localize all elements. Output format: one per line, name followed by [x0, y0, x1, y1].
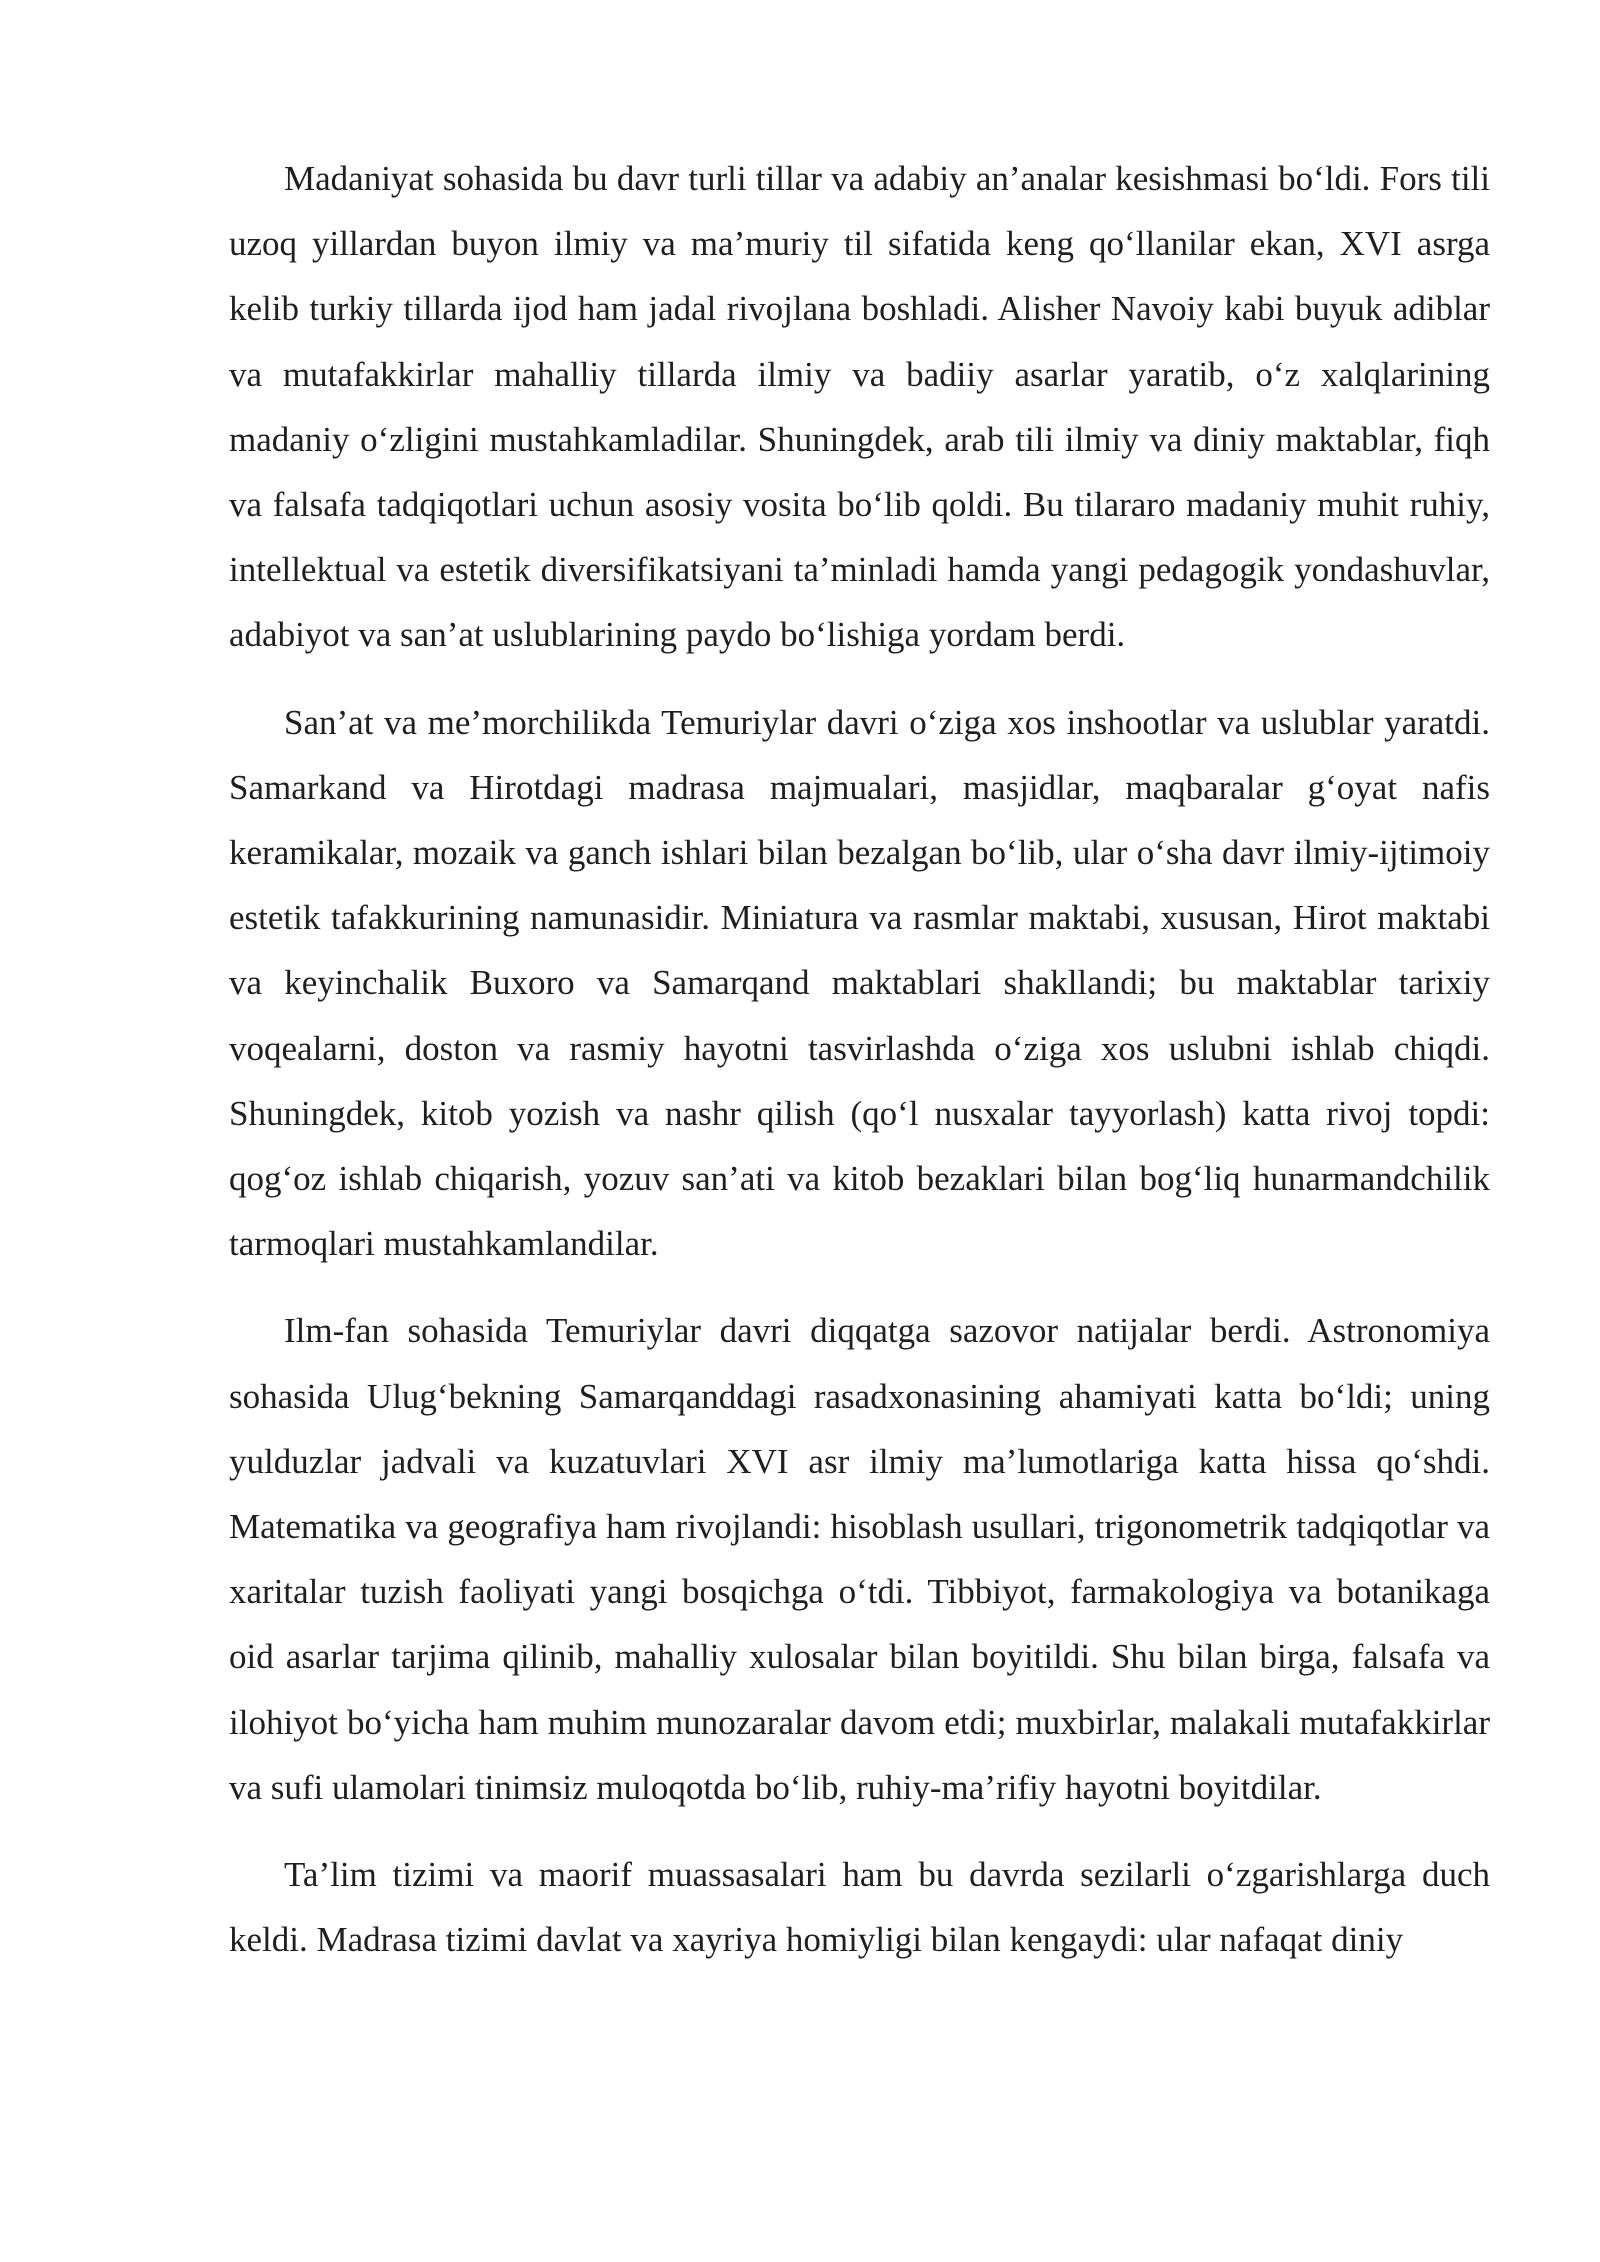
paragraph-science: Ilm-fan sohasida Temuriylar davri diqqatga sazovor natijalar berdi. Astronomiya sohasida Ulug‘bekning Samarqanddagi rasadxonasining ahamiyati katta bo‘ldi; uning yulduzlar jadvali va kuzatuvlari XVI asr ilmiy ma’lumotlariga katta hissa qo‘shdi. Matematika va geografiya ham rivojlandi: hisoblash usullari, trigonometrik tadqiqotlar va xaritalar tuzish faoliyati yangi bosqichga o‘tdi. Tibbiyot, farmakologiya va botanikaga oid asarlar tarjima qilinib, mahalliy xulosalar bilan boyitildi. Shu bilan birga, falsafa va ilohiyot bo‘yicha ham muhim munozaralar davom etdi; muxbirlar, malakali mutafakkirlar va sufi ulamolari tinimsiz muloqotda bo‘lib, ruhiy-ma’rifiy hayotni boyitdilar.	[229, 1311, 1490, 1807]
document-body	[229, 146, 1490, 1994]
paragraph-art-architecture: San’at va me’morchilikda Temuriylar davri o‘ziga xos inshootlar va uslublar yaratdi. Samarkand va Hirotdagi madrasa majmualari, masjidlar, maqbaralar g‘oyat nafis keramikalar, mozaik va ganch ishlari bilan bezalgan bo‘lib, ular o‘sha davr ilmiy-ijtimoiy estetik tafakkurining namunasidir. Miniatura va rasmlar maktabi, xususan, Hirot maktabi va keyinchalik Buxoro va Samarqand maktablari shakllandi; bu maktablar tarixiy voqealarni, doston va rasmiy hayotni tasvirlashda o‘ziga xos uslubni ishlab chiqdi. Shuningdek, kitob yozish va nashr qilish (qo‘l nusxalar tayyorlash) katta rivoj topdi: qog‘oz ishlab chiqarish, yozuv san’ati va kitob bezaklari bilan bog‘liq hunarmandchilik tarmoqlari mustahkamlandilar.	[229, 702, 1490, 1264]
paragraph-culture-languages: Madaniyat sohasida bu davr turli tillar va adabiy an’analar kesishmasi bo‘ldi. Fors tili uzoq yillardan buyon ilmiy va ma’muriy til sifatida keng qo‘llanilar ekan, XVI asrga kelib turkiy tillarda ijod ham jadal rivojlana boshladi. Alisher Navoiy kabi buyuk adiblar va mutafakkirlar mahalliy tillarda ilmiy va badiiy asarlar yaratib, o‘z xalqlarining madaniy o‘zligini mustahkamladilar. Shuningdek, arab tili ilmiy va diniy maktablar, fiqh va falsafa tadqiqotlari uchun asosiy vosita bo‘lib qoldi. Bu tilararo madaniy muhit ruhiy, intellektual va estetik diversifikatsiyani ta’minladi hamda yangi pedagogik yondashuvlar, adabiyot va san’at uslublarining paydo bo‘lishiga yordam berdi.	[229, 159, 1490, 655]
paragraph-education: Ta’lim tizimi va maorif muassasalari ham bu davrda sezilarli o‘zgarishlarga duch keldi. Madrasa tizimi davlat va xayriya homiyligi bilan kengaydi: ular nafaqat diniy	[229, 1855, 1490, 1960]
